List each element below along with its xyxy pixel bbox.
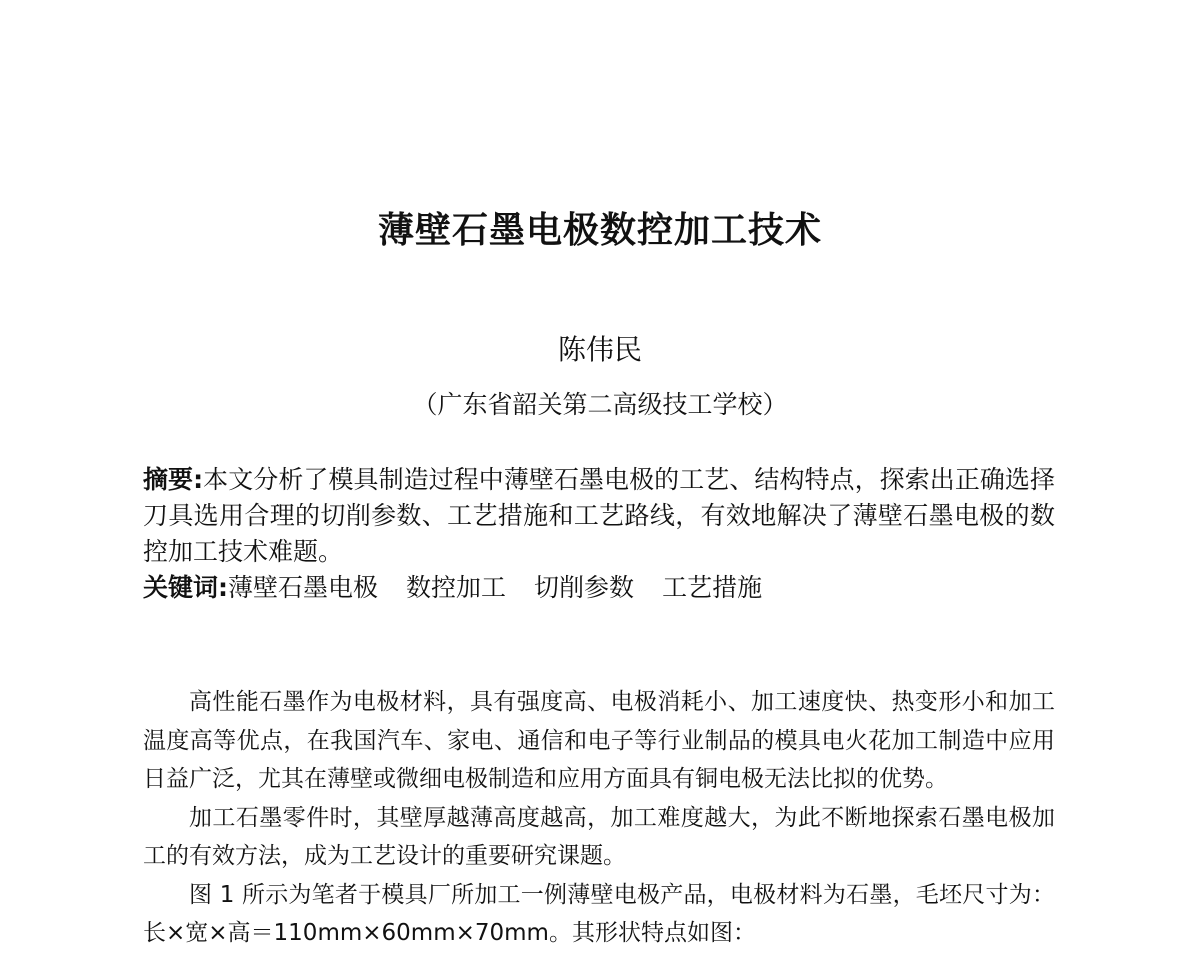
abstract-text: 本文分析了模具制造过程中薄壁石墨电极的工艺、结构特点，探索出正确选择刀具选用合理的切削参数、工艺措施和工艺路线，有效地解决了薄壁石墨电极的数控加工技术难题。 xyxy=(143,465,1055,566)
keyword-item: 数控加工 xyxy=(406,573,507,602)
keywords-separator: : xyxy=(218,573,229,602)
keyword-item: 切削参数 xyxy=(534,573,635,602)
body-text xyxy=(143,683,1055,953)
body-paragraph: 加工石墨零件时，其壁厚越薄高度越高，加工难度越大，为此不断地探索石墨电极加工的有效方法，成为工艺设计的重要研究课题。 xyxy=(143,804,1055,869)
keyword-item: 工艺措施 xyxy=(662,573,763,602)
author-affiliation: （广东省韶关第二高级技工学校） xyxy=(412,390,788,419)
body-paragraph: 高性能石墨作为电极材料，具有强度高、电极消耗小、加工速度快、热变形小和加工温度高等优点，在我国汽车、家电、通信和电子等行业制品的模具电火花加工制造中应用日益广泛，尤其在薄壁或微细电极制造和应用方面具有铜电极无法比拟的优势。 xyxy=(143,689,1055,792)
abstract xyxy=(143,462,1055,570)
author-name: 陈伟民 xyxy=(557,333,642,366)
paper-title: 薄壁石墨电极数控加工技术 xyxy=(377,209,822,251)
keywords xyxy=(143,570,1055,606)
body-paragraph: 图 1 所示为笔者于模具厂所加工一例薄壁电极产品，电极材料为石墨，毛坯尺寸为：长×宽×高＝110mm×60mm×70mm。其形状特点如图： xyxy=(143,881,1055,946)
keywords-label: 关键词 xyxy=(143,573,219,602)
abstract-label: 摘要 xyxy=(143,465,194,494)
abstract-separator: : xyxy=(193,465,204,494)
keyword-item: 薄壁石墨电极 xyxy=(228,573,379,602)
